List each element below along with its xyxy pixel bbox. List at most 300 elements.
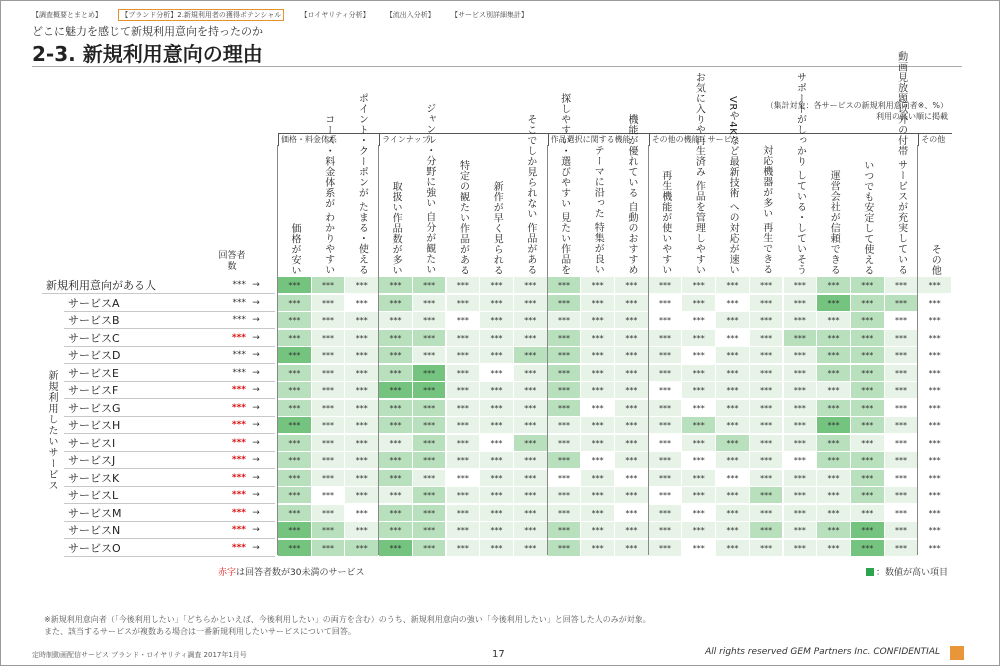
column-header [784, 71, 817, 275]
section-tabs [32, 9, 542, 21]
table-cell: *** [581, 365, 615, 382]
table-cell: *** [548, 400, 582, 417]
column-header-label: 対応機器が多い 再生できる [760, 145, 772, 275]
table-cell: *** [278, 470, 312, 487]
table-cell: *** [480, 347, 514, 364]
table-cell: *** [548, 487, 582, 504]
table-cell: *** [750, 505, 784, 522]
table-cell: *** [649, 382, 683, 399]
column-header [851, 148, 884, 275]
table-cell: *** [480, 417, 514, 434]
table-cell: *** [312, 470, 346, 487]
table-cell: *** [784, 330, 818, 347]
table-cell: *** [649, 312, 683, 329]
column-header-label: その他 [929, 243, 941, 275]
table-cell: *** [480, 435, 514, 452]
table-cell: *** [885, 382, 919, 399]
respondent-count [220, 505, 275, 522]
row-label-text: サービスG [68, 401, 121, 415]
table-cell: *** [784, 295, 818, 312]
table-cell: *** [682, 400, 716, 417]
table-cell: *** [682, 452, 716, 469]
table-cell: *** [682, 330, 716, 347]
table-cell: *** [312, 522, 346, 539]
column-header [345, 92, 378, 275]
table-cell: *** [851, 522, 885, 539]
table-cell: *** [851, 487, 885, 504]
column-header-label: ポイント・クーポンが たまる・使える [356, 92, 368, 275]
table-cell: *** [345, 470, 379, 487]
row-label-text: サービスO [68, 541, 121, 555]
column-header-label: 特定の観たい作品がある [457, 159, 469, 275]
table-cell: *** [716, 312, 750, 329]
table-cell: *** [716, 487, 750, 504]
table-cell: *** [379, 277, 413, 294]
table-cell: *** [480, 540, 514, 557]
column-header-label: 新作が早く見られる [491, 180, 503, 275]
company-logo [950, 646, 964, 660]
table-cell: *** [480, 522, 514, 539]
column-header [885, 50, 918, 275]
row-label-text: サービスC [68, 331, 120, 345]
table-cell: *** [918, 470, 952, 487]
respondent-count-value: *** [231, 490, 246, 500]
respondent-count-value: *** [231, 332, 246, 343]
table-cell: *** [784, 277, 818, 294]
arrow-icon: → [252, 420, 260, 430]
legend-green-swatch [866, 568, 874, 576]
arrow-icon: → [252, 350, 260, 360]
table-cell: *** [885, 505, 919, 522]
table-cell: *** [750, 540, 784, 557]
column-header [379, 148, 412, 275]
row-label-service [64, 470, 220, 487]
table-cell: *** [312, 312, 346, 329]
row-label-service [64, 435, 220, 452]
respondent-count [220, 365, 275, 382]
table-cell: *** [615, 522, 649, 539]
table-cell: *** [682, 505, 716, 522]
table-cell: *** [514, 435, 548, 452]
column-header [750, 145, 783, 275]
table-cell: *** [581, 312, 615, 329]
table-cell: *** [447, 400, 481, 417]
footnote-line1: ※新規利用意向者（「今後利用したい」「どちらかといえば、今後利用したい」の両方を含む）のうち、新規利用意向の強い「今後利用したい」と回答した人のみが対象。 [44, 615, 651, 624]
tab-overview[interactable]: 【調査概要とまとめ】 [32, 11, 102, 19]
table-cell: *** [413, 365, 447, 382]
respondent-count-value: *** [231, 525, 246, 535]
table-cell: *** [345, 365, 379, 382]
table-cell: *** [615, 365, 649, 382]
table-cell: *** [649, 522, 683, 539]
table-cell: *** [716, 522, 750, 539]
table-cell: *** [447, 505, 481, 522]
table-cell: *** [817, 452, 851, 469]
column-header [716, 95, 749, 275]
arrow-icon: → [252, 472, 260, 483]
table-cell: *** [379, 312, 413, 329]
table-cell: *** [548, 365, 582, 382]
table-cell: *** [413, 522, 447, 539]
table-cell: *** [278, 435, 312, 452]
table-cell: *** [918, 330, 952, 347]
table-cell: *** [649, 435, 683, 452]
footnote-line2: また、該当するサービスが複数ある場合は一番新規利用したいサービスについて回答。 [44, 627, 356, 636]
table-cell: *** [885, 470, 919, 487]
table-cell: *** [548, 417, 582, 434]
table-cell: *** [447, 365, 481, 382]
table-cell: *** [345, 400, 379, 417]
row-label-text: サービスE [68, 366, 119, 380]
table-cell: *** [413, 295, 447, 312]
column-header [548, 92, 581, 275]
table-cell: *** [514, 365, 548, 382]
respondent-count-value: *** [232, 315, 246, 325]
row-label-service [64, 417, 220, 434]
table-cell: *** [345, 295, 379, 312]
table-cell: *** [548, 470, 582, 487]
table-cell: *** [379, 505, 413, 522]
table-cell: *** [784, 540, 818, 557]
row-label-text: 新規利用意向がある人 [46, 279, 156, 292]
table-cell: *** [278, 522, 312, 539]
table-cell: *** [278, 365, 312, 382]
table-cell: *** [312, 487, 346, 504]
table-cell: *** [278, 330, 312, 347]
table-cell: *** [918, 452, 952, 469]
table-cell: *** [514, 295, 548, 312]
table-cell: *** [548, 452, 582, 469]
table-cell: *** [682, 522, 716, 539]
table-cell: *** [716, 347, 750, 364]
row-label-text: サービスB [68, 314, 120, 327]
table-cell: *** [750, 400, 784, 417]
column-header-label: サポートがしっかり している・していそう [794, 71, 806, 275]
table-cell: *** [918, 382, 952, 399]
respondent-count-value: *** [232, 280, 246, 290]
group-separator [648, 145, 649, 555]
table-cell: *** [413, 382, 447, 399]
legend-green-note [866, 565, 948, 578]
arrow-icon: → [252, 315, 260, 325]
table-cell: *** [918, 365, 952, 382]
respondent-count-value: *** [231, 420, 246, 430]
table-cell: *** [413, 330, 447, 347]
table-cell: *** [649, 470, 683, 487]
column-header [514, 113, 547, 275]
table-cell: *** [716, 365, 750, 382]
table-cell: *** [480, 452, 514, 469]
column-header [581, 145, 614, 275]
table-cell: *** [379, 452, 413, 469]
column-header [817, 148, 850, 275]
table-cell: *** [480, 470, 514, 487]
row-label-text: サービスH [68, 419, 121, 432]
row-label-text: サービスA [68, 296, 120, 310]
table-cell: *** [548, 295, 582, 312]
table-cell: *** [480, 277, 514, 294]
arrow-icon: → [252, 385, 260, 395]
table-cell: *** [447, 487, 481, 504]
table-cell: *** [413, 435, 447, 452]
table-cell: *** [514, 330, 548, 347]
table-cell: *** [312, 365, 346, 382]
table-cell: *** [615, 330, 649, 347]
table-cell: *** [851, 312, 885, 329]
table-cell: *** [345, 347, 379, 364]
respondent-count [220, 487, 275, 504]
table-cell: *** [649, 487, 683, 504]
table-cell: *** [548, 505, 582, 522]
column-header-label: いつでも安定して使える [861, 159, 873, 275]
table-cell: *** [514, 470, 548, 487]
column-header-label: 取扱い作品数が多い [390, 180, 402, 275]
table-cell: *** [447, 382, 481, 399]
column-header-label: 機能が優れている 自動のおすすめ [626, 113, 637, 275]
title-divider [32, 66, 962, 67]
column-header [615, 113, 648, 275]
table-cell: *** [413, 505, 447, 522]
column-header-label: 探しやすい・選びやすい 見たい作品を [558, 92, 570, 275]
row-label-text: サービスK [68, 471, 120, 485]
table-cell: *** [413, 277, 447, 294]
footer-copyright: All rights reserved GEM Partners Inc. CONFIDENTIAL [705, 647, 940, 657]
table-cell: *** [548, 277, 582, 294]
table-cell: *** [581, 487, 615, 504]
table-cell: *** [817, 382, 851, 399]
table-cell: *** [480, 295, 514, 312]
table-cell: *** [514, 312, 548, 329]
table-cell: *** [851, 365, 885, 382]
table-cell: *** [817, 400, 851, 417]
scope-note-line1: （集計対象：各サービスの新規利用意向者※、%） [765, 101, 948, 110]
table-cell: *** [885, 540, 919, 557]
table-cell: *** [817, 505, 851, 522]
row-label-service [64, 400, 220, 417]
table-cell: *** [851, 382, 885, 399]
row-label-service [64, 452, 220, 469]
category-header: ラインナップ [379, 133, 548, 146]
table-cell: *** [278, 452, 312, 469]
table-cell: *** [716, 417, 750, 434]
table-cell: *** [817, 312, 851, 329]
table-cell: *** [918, 347, 952, 364]
row-label-text: サービスN [68, 524, 121, 537]
table-cell: *** [885, 452, 919, 469]
table-cell: *** [379, 487, 413, 504]
table-cell: *** [682, 312, 716, 329]
arrow-icon: → [252, 507, 260, 518]
table-cell: *** [817, 365, 851, 382]
table-cell: *** [615, 400, 649, 417]
row-label-service [64, 365, 220, 382]
table-cell: *** [682, 295, 716, 312]
table-cell: *** [851, 347, 885, 364]
table-cell: *** [413, 487, 447, 504]
legend-green-text: ：数値が高い項目 [875, 568, 948, 578]
table-cell: *** [312, 417, 346, 434]
table-cell: *** [918, 400, 952, 417]
table-cell: *** [885, 295, 919, 312]
table-cell: *** [278, 505, 312, 522]
table-cell: *** [379, 522, 413, 539]
table-cell: *** [682, 435, 716, 452]
table-cell: *** [784, 400, 818, 417]
table-cell: *** [784, 347, 818, 364]
table-cell: *** [447, 452, 481, 469]
table-cell: *** [750, 382, 784, 399]
table-cell: *** [379, 400, 413, 417]
table-cell: *** [682, 417, 716, 434]
table-cell: *** [345, 417, 379, 434]
respondent-count [220, 277, 275, 294]
respondent-count-value: *** [232, 297, 246, 308]
tab-flow-analysis[interactable]: 【流出入分析】 [385, 11, 435, 19]
table-cell: *** [649, 330, 683, 347]
table-cell: *** [413, 400, 447, 417]
scope-note-line2: 利用の高い順に掲載 [876, 112, 948, 121]
table-cell: *** [615, 452, 649, 469]
table-cell: *** [918, 522, 952, 539]
table-cell: *** [750, 435, 784, 452]
column-header-label: VRや4Kなど最新技術 への対応が速い [727, 95, 739, 275]
table-cell: *** [750, 312, 784, 329]
table-cell: *** [885, 365, 919, 382]
tab-brand-analysis[interactable]: 【ブランド分析】2.新規利用者の獲得ポテンシャル [118, 9, 284, 21]
row-label-text: サービスD [68, 349, 121, 362]
table-cell: *** [447, 277, 481, 294]
table-cell: *** [447, 417, 481, 434]
table-cell: *** [480, 505, 514, 522]
table-cell: *** [851, 452, 885, 469]
table-cell: *** [345, 452, 379, 469]
table-cell: *** [918, 277, 952, 294]
table-cell: *** [278, 417, 312, 434]
respondent-count-value: *** [231, 402, 246, 413]
table-cell: *** [750, 522, 784, 539]
legend-red-word: 赤字 [218, 568, 237, 578]
table-cell: *** [885, 435, 919, 452]
row-label-text: サービスL [68, 489, 119, 502]
table-cell: *** [615, 487, 649, 504]
table-cell: *** [413, 417, 447, 434]
table-cell: *** [784, 435, 818, 452]
table-cell: *** [851, 505, 885, 522]
row-label-all [42, 277, 220, 294]
table-cell: *** [581, 435, 615, 452]
respondent-count-value: *** [232, 350, 246, 360]
table-cell: *** [716, 452, 750, 469]
table-cell: *** [278, 277, 312, 294]
table-cell: *** [817, 277, 851, 294]
table-cell: *** [514, 487, 548, 504]
table-cell: *** [413, 452, 447, 469]
table-cell: *** [918, 312, 952, 329]
table-cell: *** [682, 277, 716, 294]
table-cell: *** [548, 382, 582, 399]
column-header [682, 71, 715, 275]
arrow-icon: → [252, 280, 260, 290]
table-cell: *** [379, 330, 413, 347]
table-cell: *** [581, 452, 615, 469]
table-cell: *** [682, 365, 716, 382]
respondent-count [220, 540, 275, 557]
table-cell: *** [918, 540, 952, 557]
table-cell: *** [817, 522, 851, 539]
table-cell: *** [750, 277, 784, 294]
table-cell: *** [615, 347, 649, 364]
respondent-count [220, 295, 275, 312]
table-cell: *** [379, 470, 413, 487]
table-cell: *** [447, 295, 481, 312]
table-cell: *** [480, 330, 514, 347]
table-cell: *** [514, 277, 548, 294]
respondent-count [220, 452, 275, 469]
table-cell: *** [817, 435, 851, 452]
column-header [312, 113, 345, 275]
table-cell: *** [716, 540, 750, 557]
respondent-count [220, 522, 275, 539]
table-cell: *** [885, 417, 919, 434]
table-cell: *** [817, 295, 851, 312]
column-header-label: 運営会社が信頼できる [828, 170, 840, 275]
table-cell: *** [615, 540, 649, 557]
arrow-icon: → [252, 297, 260, 308]
table-cell: *** [345, 277, 379, 294]
column-header [480, 148, 513, 275]
table-cell: *** [312, 330, 346, 347]
table-cell: *** [750, 417, 784, 434]
table-cell: *** [885, 330, 919, 347]
table-cell: *** [480, 382, 514, 399]
table-cell: *** [312, 347, 346, 364]
column-header [918, 148, 951, 275]
table-cell: *** [447, 312, 481, 329]
table-cell: *** [345, 487, 379, 504]
legend-red-text: は回答者数が30未満のサービス [236, 568, 365, 578]
table-cell: *** [312, 435, 346, 452]
table-cell: *** [918, 295, 952, 312]
table-cell: *** [885, 400, 919, 417]
group-separator [378, 145, 379, 555]
table-cell: *** [514, 452, 548, 469]
table-cell: *** [548, 540, 582, 557]
table-cell: *** [447, 330, 481, 347]
table-cell: *** [716, 400, 750, 417]
category-header: その他 [918, 133, 952, 146]
table-cell: *** [312, 400, 346, 417]
table-cell: *** [649, 400, 683, 417]
row-label-text: サービスM [68, 506, 122, 520]
table-cell: *** [581, 330, 615, 347]
respondent-count-value: *** [231, 455, 246, 465]
respondent-count-value: *** [232, 367, 246, 378]
respondent-count-value: *** [231, 542, 246, 553]
table-cell: *** [750, 347, 784, 364]
table-cell: *** [278, 540, 312, 557]
table-cell: *** [379, 295, 413, 312]
tab-loyalty-analysis[interactable]: 【ロイヤリティ分析】 [300, 11, 370, 19]
table-cell: *** [514, 505, 548, 522]
table-cell: *** [918, 435, 952, 452]
row-label-service [64, 312, 220, 329]
group-separator [547, 145, 548, 555]
table-cell: *** [615, 435, 649, 452]
row-label-text: サービスJ [68, 454, 116, 467]
table-cell: *** [716, 277, 750, 294]
tab-service-details[interactable]: 【サービス別詳細集計】 [451, 11, 529, 19]
table-cell: *** [278, 487, 312, 504]
